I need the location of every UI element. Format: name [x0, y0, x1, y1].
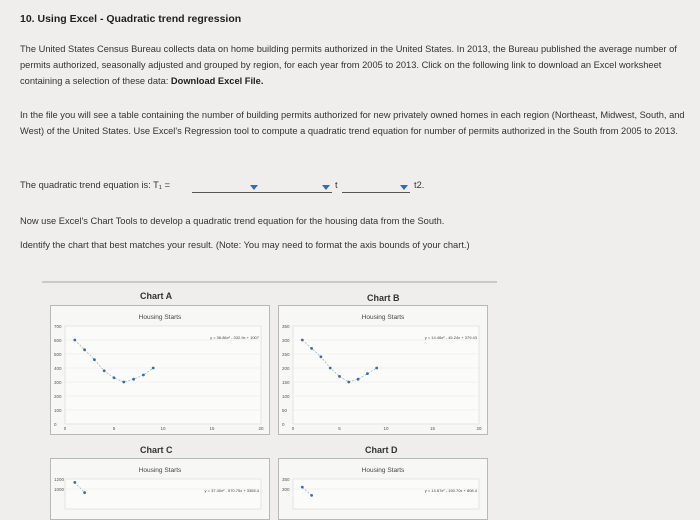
y-tick-label: 300	[282, 487, 290, 492]
constant-dropdown[interactable]	[192, 182, 260, 193]
y-tick-label: 200	[54, 394, 62, 399]
x-tick-label: 10	[160, 426, 166, 431]
data-point	[310, 347, 313, 350]
chart-svg	[51, 459, 269, 519]
chart-c-option[interactable]	[50, 458, 270, 520]
data-point	[301, 339, 304, 342]
chart-c-label: Chart C	[140, 445, 173, 455]
data-point	[83, 348, 86, 351]
data-point	[338, 375, 341, 378]
y-tick-label: 300	[54, 380, 62, 385]
y-tick-label: 0	[282, 422, 285, 427]
y-tick-label: 200	[282, 366, 290, 371]
y-tick-label: 500	[54, 352, 62, 357]
chart-tools-instruction: Now use Excel's Chart Tools to develop a quadratic trend equation for the housing data from the South.	[20, 216, 445, 226]
plot-area	[293, 326, 479, 424]
intro-text: The United States Census Bureau collects data on home building permits authorized in the United States. In 2013, the Bureau published the average number of permits authorized, seasonally adjusted and grouped by region, for each year from 2005 to 2013. Click on the following link to download an Excel worksheet containing a selection of these data:	[20, 44, 677, 86]
equation-row	[20, 178, 690, 196]
data-point	[93, 358, 96, 361]
data-point	[310, 494, 313, 497]
plot-area	[65, 326, 261, 424]
x-tick-label: 20	[476, 426, 482, 431]
chart-a-label: Chart A	[140, 291, 173, 301]
data-point	[122, 381, 125, 384]
chart-svg	[279, 459, 487, 519]
y-tick-label: 350	[282, 477, 290, 482]
data-point	[375, 367, 378, 370]
linear-coefficient-dropdown[interactable]	[260, 182, 332, 193]
quadratic-coefficient-dropdown[interactable]	[342, 182, 410, 193]
x-tick-label: 20	[258, 426, 264, 431]
chart-plot-title: Housing Starts	[138, 467, 182, 474]
data-point	[357, 378, 360, 381]
data-point	[103, 369, 106, 372]
data-point	[347, 381, 350, 384]
chart-d-option[interactable]	[278, 458, 488, 520]
download-excel-link[interactable]: Download Excel File.	[170, 76, 264, 86]
trend-equation: y = 14.67x² - 190.70x + 808.4	[424, 488, 477, 493]
x-tick-label: 5	[338, 426, 341, 431]
file-description: In the file you will see a table containing the number of building permits authorized for new privately owned homes in each region (Northeast, Midwest, South, and West) of the United States. Use Excel's Regression tool to compute a quadratic trend equation for number of permits authorized in the South from 2005 to 2013.	[20, 110, 685, 136]
data-point	[152, 367, 155, 370]
chart-b-label: Chart B	[367, 293, 400, 303]
data-point	[83, 491, 86, 494]
y-tick-label: 350	[282, 324, 290, 329]
y-tick-label: 600	[54, 338, 62, 343]
y-tick-label: 400	[54, 366, 62, 371]
equation-t2-symbol: t2.	[414, 180, 425, 190]
data-point	[73, 339, 76, 342]
equation-label: The quadratic trend equation is: T₁ =	[20, 180, 170, 190]
data-point	[366, 372, 369, 375]
question-title: 10. Using Excel - Quadratic trend regression	[20, 13, 242, 25]
x-tick-label: 15	[429, 426, 436, 431]
data-point	[301, 486, 304, 489]
y-tick-label: 250	[282, 352, 290, 357]
trend-equation: y = 36.86x² - 332.9x + 1007	[210, 335, 259, 340]
y-tick-label: 300	[282, 338, 290, 343]
y-tick-label: 1200	[54, 477, 65, 482]
x-tick-label: 10	[383, 426, 389, 431]
x-tick-label: 15	[209, 426, 215, 431]
chart-svg	[279, 306, 487, 434]
y-tick-label: 50	[282, 408, 288, 413]
data-point	[320, 355, 323, 358]
trend-equation: y = 14.46x² - 45.24x + 379.43	[424, 335, 477, 340]
data-point	[73, 481, 76, 484]
y-tick-label: 150	[282, 380, 290, 385]
data-point	[113, 376, 116, 379]
intro-paragraph	[20, 41, 685, 89]
chart-a-option[interactable]	[50, 305, 270, 435]
x-tick-label: 0	[291, 426, 295, 431]
chevron-down-icon	[322, 185, 330, 190]
y-tick-label: 700	[54, 324, 62, 329]
chart-plot-title: Housing Starts	[361, 467, 405, 474]
y-tick-label: 100	[282, 394, 290, 399]
chart-plot-title: Housing Starts	[361, 314, 405, 321]
x-tick-label: 5	[112, 426, 116, 431]
x-tick-label: 0	[63, 426, 67, 431]
chevron-down-icon	[250, 185, 258, 190]
data-point	[132, 378, 135, 381]
identify-instruction: Identify the chart that best matches your result. (Note: You may need to format the axis bounds of your chart.)	[20, 240, 470, 250]
chart-svg	[51, 306, 269, 434]
plot-area	[293, 479, 479, 509]
chevron-down-icon	[400, 185, 408, 190]
chart-plot-title: Housing Starts	[138, 314, 182, 321]
equation-t-symbol: t	[335, 180, 338, 190]
plot-area	[65, 479, 261, 509]
y-tick-label: 0	[54, 422, 57, 427]
trend-equation: y = 37.40x² - 570.75x + 3365.4	[204, 488, 259, 493]
chart-d-label: Chart D	[365, 445, 398, 455]
chart-b-option[interactable]	[278, 305, 488, 435]
data-point	[329, 367, 332, 370]
y-tick-label: 100	[54, 408, 62, 413]
y-tick-label: 1000	[54, 487, 65, 492]
divider	[42, 281, 497, 283]
data-point	[142, 374, 145, 377]
